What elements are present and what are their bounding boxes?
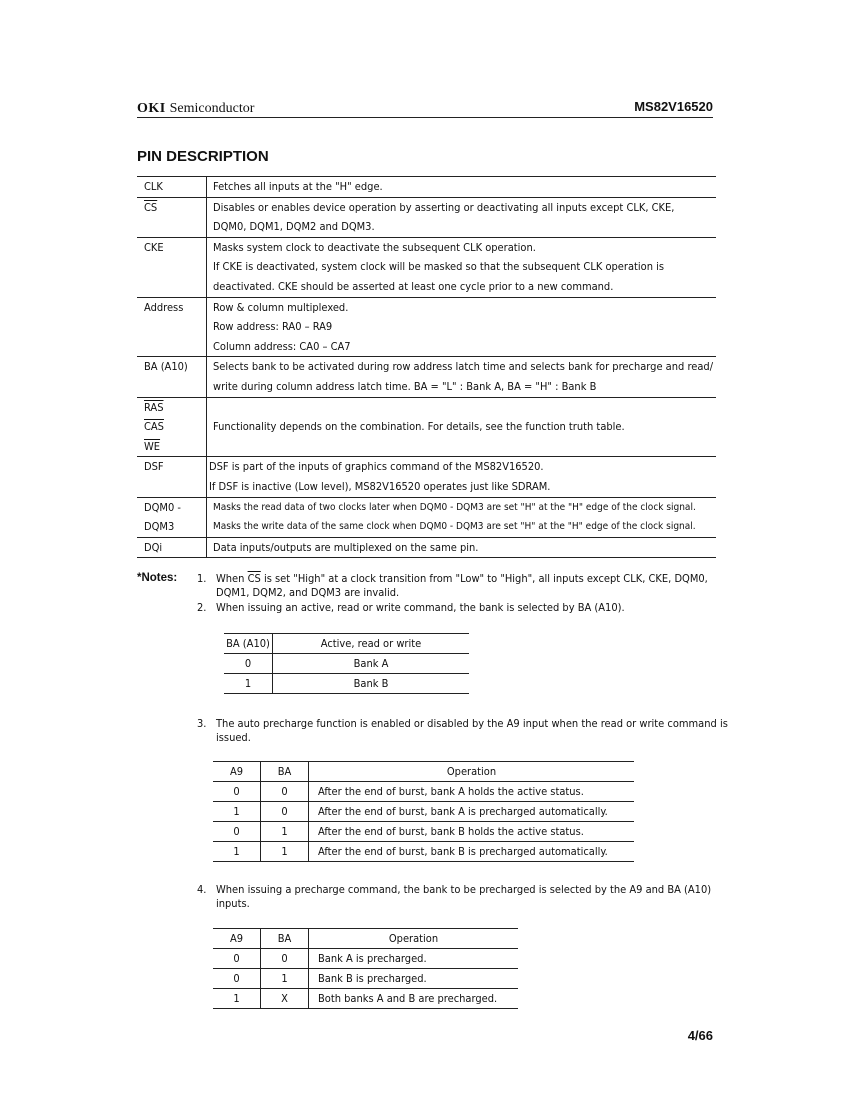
pin-description: Functionality depends on the combination. For details, see the function truth table. xyxy=(207,397,717,457)
column-header: BA xyxy=(261,762,309,782)
pin-name: DQM0 - DQM3 xyxy=(137,497,207,537)
brand-logo xyxy=(137,99,254,117)
notes-label: *Notes: xyxy=(137,572,178,584)
note-3: 3. The auto precharge function is enabled or disabled by the A9 input when the read or write command is issued. xyxy=(197,717,728,744)
column-header: Operation xyxy=(309,929,519,949)
pin-name: $\overline{CS}$ xyxy=(137,197,207,237)
pin-name: CKE xyxy=(137,237,207,297)
pin-description: Selects bank to be activated during row address latch time and selects bank for precharge and read/ write during column address latch time. BA = "L" : Bank A, BA = "H" : Bank B xyxy=(207,357,717,397)
section-title: PIN DESCRIPTION xyxy=(137,148,269,165)
table-row xyxy=(137,197,716,237)
pin-name: CLK xyxy=(137,177,207,198)
column-header: Active, read or write xyxy=(273,634,470,654)
note-1: 1. When $\overline{CS}$ is set "High" at a clock transition from "Low" to "High", all inputs except CLK, CKE, DQM0, DQM1, DQM2, and DQM3 are invalid. xyxy=(197,572,708,599)
table-row xyxy=(137,297,716,357)
column-header: A9 xyxy=(213,762,261,782)
table-row: 1 1 After the end of burst, bank B is precharged automatically. xyxy=(213,842,634,862)
table-row: 1 X Both banks A and B are precharged. xyxy=(213,989,518,1009)
table-header-row xyxy=(213,929,518,949)
table-row: 0 Bank A xyxy=(224,654,469,674)
precharge-bank-table xyxy=(213,928,518,1009)
pin-description: Fetches all inputs at the "H" edge. xyxy=(213,180,383,193)
pin-description: Data inputs/outputs are multiplexed on the same pin. xyxy=(207,537,717,558)
table-row: 1 0 After the end of burst, bank A is precharged automatically. xyxy=(213,802,634,822)
table-row xyxy=(137,537,716,558)
pin-name: BA (A10) xyxy=(137,357,207,397)
page-number: 4/66 xyxy=(687,1028,713,1043)
auto-precharge-table xyxy=(213,761,634,862)
table-row xyxy=(137,357,716,397)
column-header: A9 xyxy=(213,929,261,949)
pin-description: Row & column multiplexed. Row address: RA0 – RA9 Column address: CA0 – CA7 xyxy=(207,297,717,357)
table-row xyxy=(137,177,716,198)
part-number: MS82V16520 xyxy=(634,99,713,114)
table-row xyxy=(137,397,716,457)
column-header: Operation xyxy=(309,762,635,782)
table-row: 0 1 Bank B is precharged. xyxy=(213,969,518,989)
column-header: BA (A10) xyxy=(224,634,273,654)
page-header xyxy=(137,99,713,118)
table-row xyxy=(137,497,716,537)
pin-name: $\overline{RAS}$ $\overline{CAS}$ $\overline{WE}$ xyxy=(137,397,207,457)
pin-description: Disables or enables device operation by asserting or deactivating all inputs except CLK, CKE, DQM0, DQM1, DQM2 and DQM3. xyxy=(207,197,717,237)
pin-name: DSF xyxy=(137,457,207,497)
pin-description: DSF is part of the inputs of graphics command of the MS82V16520. If DSF is inactive (Low level), MS82V16520 operates just like SDRAM. xyxy=(207,457,717,497)
table-row xyxy=(137,457,716,497)
pin-description: Masks system clock to deactivate the subsequent CLK operation. If CKE is deactivated, system clock will be masked so that the subsequent CLK operation is deactivated. CKE should be asserted at least one cycle prior to a new command. xyxy=(207,237,717,297)
pin-description: Masks the read data of two clocks later when DQM0 - DQM3 are set "H" at the "H" edge of the clock signal. Masks the write data of the same clock when DQM0 - DQM3 are set "H" at the "H" edge of the clock signal. xyxy=(207,497,717,537)
table-row: 1 Bank B xyxy=(224,674,469,694)
note-4: 4. When issuing a precharge command, the bank to be precharged is selected by the A9 and BA (A10) inputs. xyxy=(197,883,712,910)
table-row: 0 0 Bank A is precharged. xyxy=(213,949,518,969)
brand-oki: OKI xyxy=(137,101,166,116)
pin-name: Address xyxy=(137,297,207,357)
bank-select-table xyxy=(224,633,469,694)
table-row: 0 1 After the end of burst, bank B holds the active status. xyxy=(213,822,634,842)
column-header: BA xyxy=(261,929,309,949)
brand-semiconductor: Semiconductor xyxy=(169,101,255,116)
pin-description-table xyxy=(137,176,716,558)
table-row xyxy=(137,237,716,297)
pin-name: DQi xyxy=(137,537,207,558)
table-header-row xyxy=(213,762,634,782)
table-row: 0 0 After the end of burst, bank A holds the active status. xyxy=(213,782,634,802)
note-2: 2. When issuing an active, read or write command, the bank is selected by BA (A10). xyxy=(197,601,625,614)
table-header-row xyxy=(224,634,469,654)
